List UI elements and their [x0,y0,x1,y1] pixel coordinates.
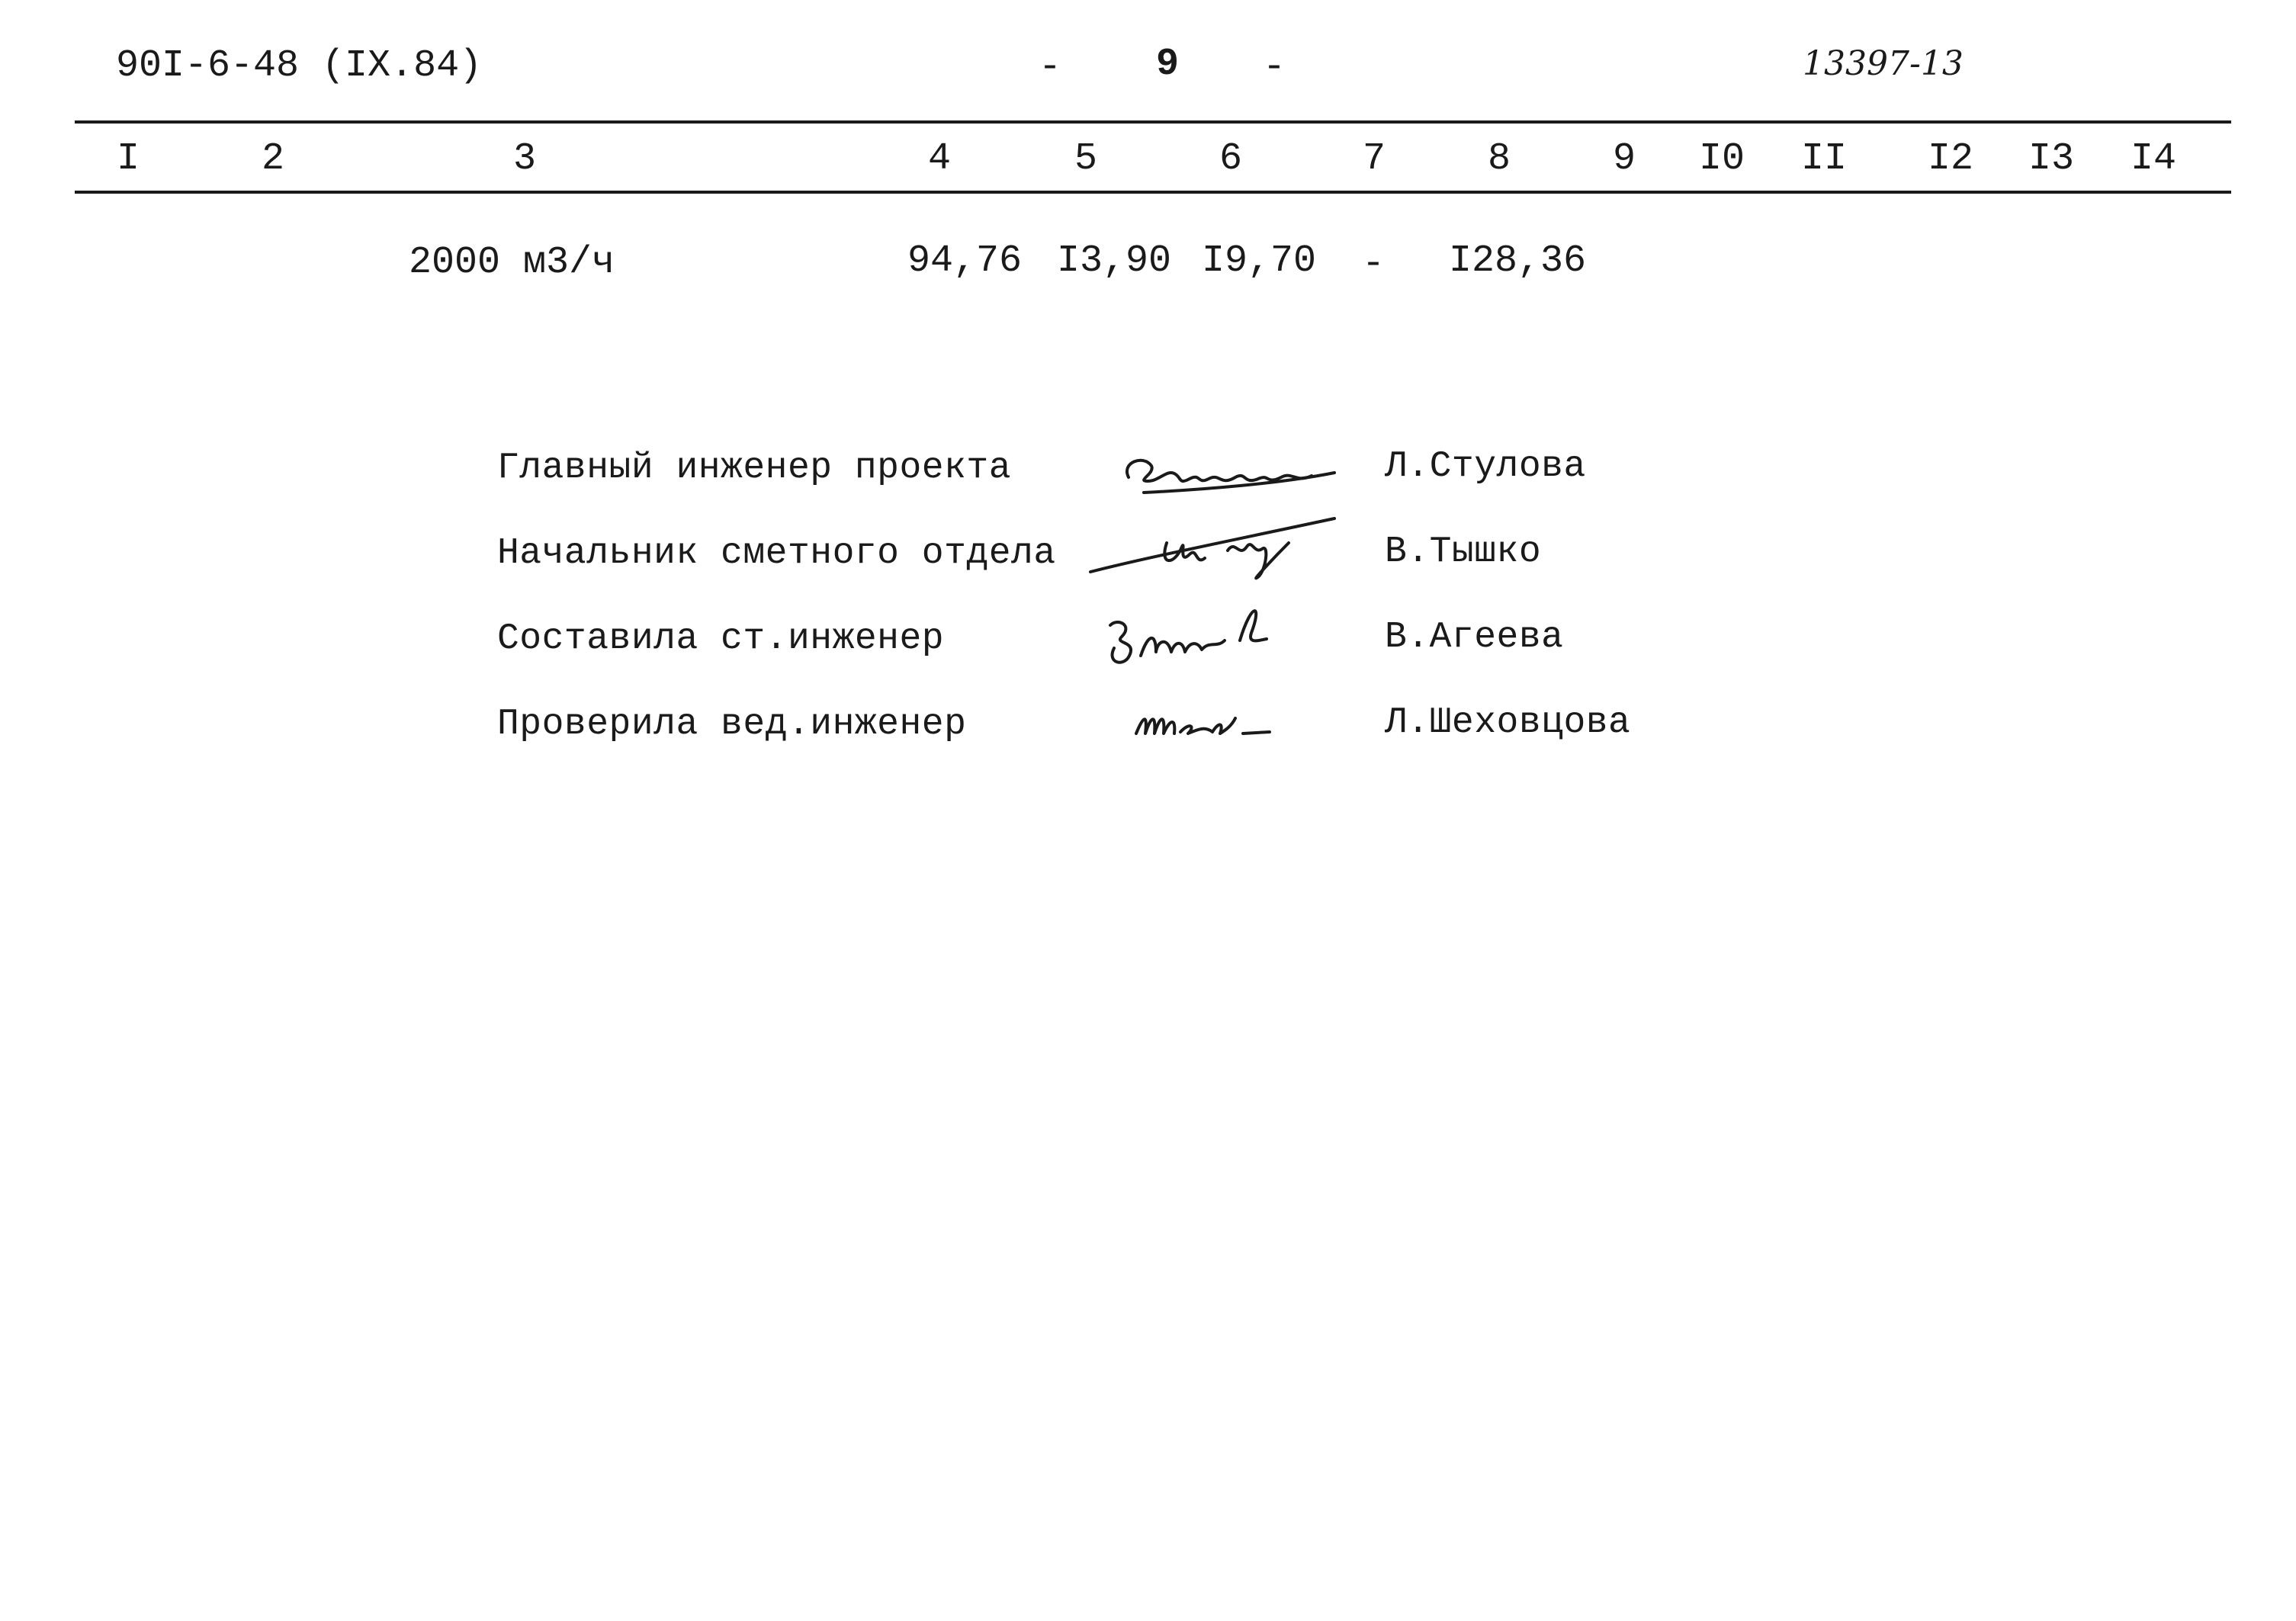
signer-name: Л.Стулова [1385,446,1586,487]
table-header-bottom-rule [75,191,2231,194]
signature-role: Составила ст.инженер [497,618,945,660]
archive-number: 13397-13 [1803,44,1964,83]
signature-role: Начальник сметного отдела [497,533,1056,574]
column-number: 4 [927,137,952,181]
column-number: 9 [1612,137,1636,181]
page-number-dash-left: - [1039,46,1062,89]
document-code: 90I-6-48 (IX.84) [116,44,483,88]
column-number: I [116,137,140,181]
column-number: 8 [1487,137,1511,181]
table-top-rule [75,120,2231,124]
column-number: I2 [1927,137,1974,181]
column-number: 7 [1362,137,1386,181]
column-number: 5 [1074,137,1098,181]
cell-col8-value: I28,36 [1449,239,1587,283]
column-number: II [1800,137,1848,181]
column-number: I0 [1698,137,1745,181]
signature-role: Главный инженер проекта [497,448,1012,489]
column-number: 2 [261,137,285,181]
column-number: I3 [2028,137,2075,181]
signature-role: Проверила вед.инженер [497,704,967,745]
cell-col5-value: I3,90 [1057,239,1172,283]
column-number: 3 [512,137,537,181]
handwritten-signature [1129,695,1312,749]
page-number-dash-right: - [1263,46,1286,89]
page-number: 9 [1156,43,1180,86]
cell-col6-value: I9,70 [1202,239,1317,283]
handwritten-signature [1095,595,1293,671]
signer-name: В.Агеева [1385,617,1564,658]
column-number: 6 [1219,137,1243,181]
column-number: I4 [2130,137,2177,181]
cell-col4-value: 94,76 [907,239,1023,283]
handwritten-signature [1113,439,1350,500]
handwritten-signature [1083,512,1342,581]
cell-col7-value: - [1362,242,1386,286]
signer-name: Л.Шеховцова [1385,702,1631,743]
cell-capacity: 2000 м3/ч [409,241,615,284]
signer-name: В.Тышко [1385,531,1542,573]
